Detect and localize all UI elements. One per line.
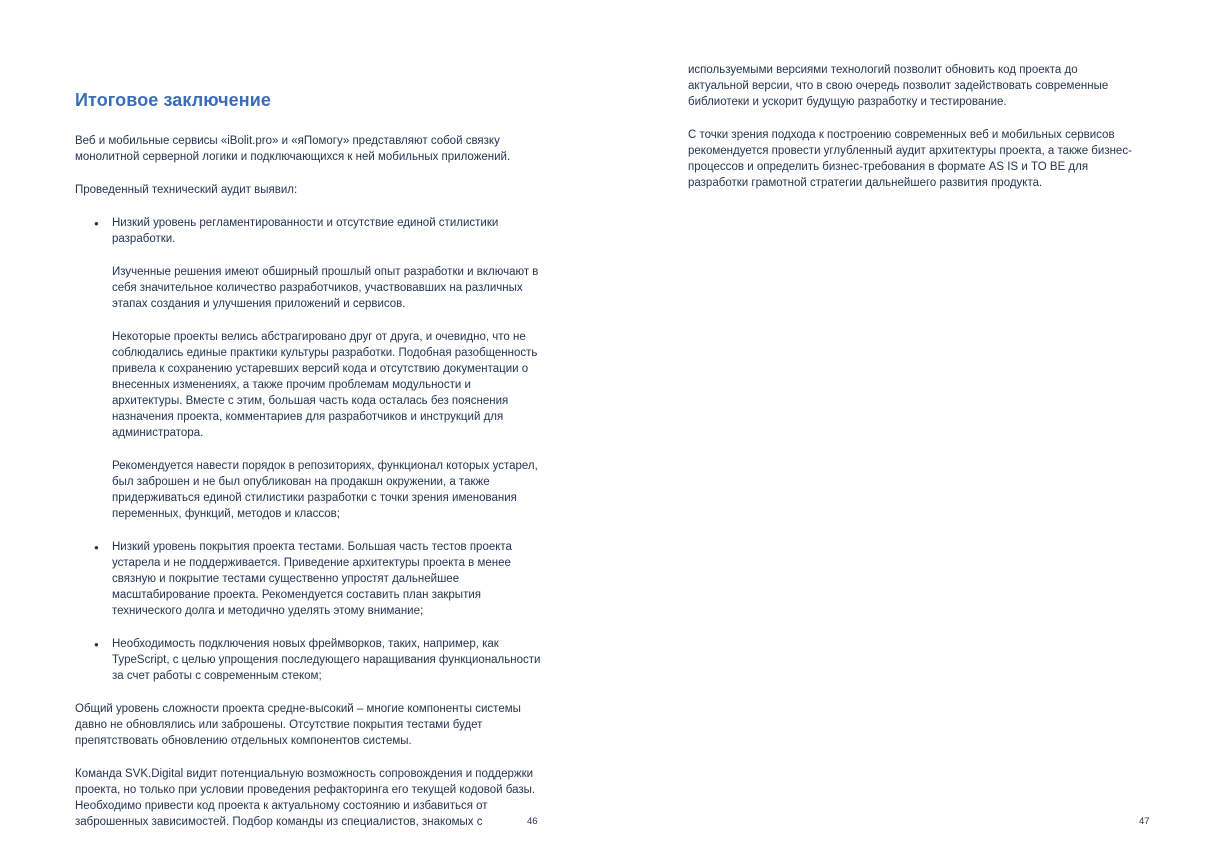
page-number: 47: [1139, 816, 1150, 827]
bullet-text: Низкий уровень регламентированности и отсутствие единой стилистики разработки.: [112, 217, 499, 245]
bullet-item: [75, 215, 543, 522]
paragraph: Проведенный технический аудит выявил:: [75, 184, 298, 196]
bullet-icon: ●: [94, 543, 99, 552]
right-page: [688, 62, 1134, 208]
paragraph: Веб и мобильные сервисы «iBolit.pro» и «яПомогу» представляют собой связку монолитной серверной логики и подключающихся к ней мобильных приложений.: [75, 135, 511, 163]
bullet-item: [75, 636, 543, 684]
paragraph: Команда SVK.Digital видит потенциальную возможность сопровождения и поддержки проекта, но только при условии проведения рефакторинга его текущей кодовой базы. Необходимо привести код проекта к актуальному состоянию и избавиться от заброшенных зависимостей. Подбор команды из специалистов, знакомых с: [75, 768, 536, 828]
bullet-icon: ●: [94, 219, 99, 228]
paragraph: используемыми версиями технологий позволит обновить код проекта до актуальной версии, что в свою очередь позволит задействовать современные библиотеки и ускорит будущую разработку и тестирование.: [688, 64, 1109, 108]
paragraph: С точки зрения подхода к построению современных веб и мобильных сервисов рекомендуется провести углубленный аудит архитектуры проекта, а также бизнес-процессов и определить бизнес-требования в формате AS IS и TO BE для разработки грамотной стратегии дальнейшего развития продукта.: [688, 129, 1132, 189]
bullet-icon: ●: [94, 640, 99, 649]
bullet-list: [75, 215, 543, 684]
bullet-sub-paragraph: Некоторые проекты велись абстрагировано друг от друга, и очевидно, что не соблюдались единые практики культуры разработки. Подобная разобщенность привела к сохранению устаревших версий кода и отсутствию документации о внесенных изменениях, а также прочим проблемам модульности и архитектуры. Вместе с этим, большая часть кода осталась без пояснения назначения проекта, комментариев для разработчиков и инструкций для администратора.: [112, 331, 538, 439]
left-page: [75, 90, 543, 847]
bullet-sub-paragraph: Изученные решения имеют обширный прошлый опыт разработки и включают в себя значительное количество разработчиков, участвовавших на различных этапах создания и улучшения приложений и сервисов.: [112, 266, 539, 310]
bullet-text: Необходимость подключения новых фреймворков, таких, например, как TypeScript, с целью упрощения последующего наращивания функциональности за счет работы с современным стеком;: [112, 638, 541, 682]
page-title: Итоговое заключение: [75, 90, 271, 110]
bullet-sub-paragraph: Рекомендуется навести порядок в репозиториях, функционал которых устарел, был заброшен и не был опубликован на продакшн окружении, а также придерживаться единой стилистики разработки с точки зрения именования переменных, функций, методов и классов;: [112, 460, 538, 520]
paragraph: Общий уровень сложности проекта средне-высокий – многие компоненты системы давно не обновлялись или заброшены. Отсутствие покрытия тестами будет препятствовать обновлению отдельных компонентов системы.: [75, 703, 521, 747]
bullet-text: Низкий уровень покрытия проекта тестами. Большая часть тестов проекта устарела и не поддерживается. Приведение архитектуры проекта в менее связную и покрытие тестами существенно упростят дальнейшее масштабирование проекта. Рекомендуется составить план закрытия технического долга и методично уделять этому внимание;: [112, 541, 512, 617]
page-number: 46: [527, 816, 538, 827]
bullet-item: [75, 539, 543, 619]
